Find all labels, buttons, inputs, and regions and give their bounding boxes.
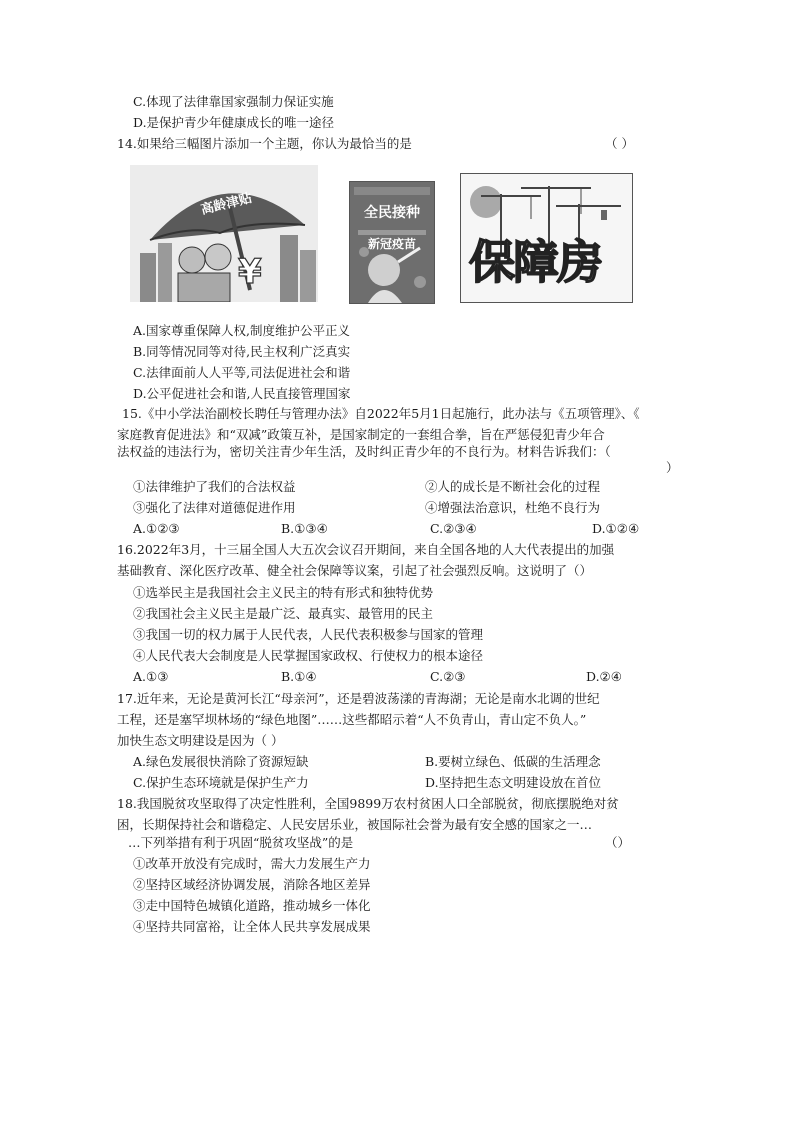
umbrella-illustration xyxy=(130,165,318,302)
q16-option-d: D.②④ xyxy=(586,669,622,684)
q15-option-c: C.②③④ xyxy=(430,521,477,536)
q17-option-a: A.绿色发展很快消除了资源短缺 xyxy=(133,754,309,769)
q15-statement-3: ③强化了法律对道德促进作用 xyxy=(133,500,296,515)
q14-image-housing xyxy=(460,173,633,303)
q15-statement-1: ①法律维护了我们的合法权益 xyxy=(133,479,296,494)
q18-stem-line1: 18.我国脱贫攻坚取得了决定性胜利，全国9899万农村贫困人口全部脱贫，彻底摆脱绝对贫 xyxy=(117,796,619,811)
q13-option-c: C.体现了法律靠国家强制力保证实施 xyxy=(133,94,334,109)
q14-stem: 14.如果给三幅图片添加一个主题，你认为最恰当的是 xyxy=(117,136,412,151)
q16-statement-2: ②我国社会主义民主是最广泛、最真实、最管用的民主 xyxy=(133,606,434,621)
q17-option-d: D.坚持把生态文明建设放在首位 xyxy=(425,775,602,790)
q18-stem-line3: …下列举措有利于巩固“脱贫攻坚战”的是 xyxy=(128,835,354,850)
q14-image2-label-top: 全民接种 xyxy=(364,205,420,221)
q17-option-c: C.保护生态环境就是保护生产力 xyxy=(133,775,309,790)
q14-image-allowance xyxy=(130,165,318,302)
svg-text:¥: ¥ xyxy=(238,252,262,292)
q15-stem-line1: 15.《中小学法治副校长聘任与管理办法》自2022年5月1日起施行，此办法与《五项管理》、《 xyxy=(122,406,640,421)
q14-option-b: B.同等情况同等对待,民主权利广泛真实 xyxy=(133,344,351,359)
q16-statement-1: ①选举民主是我国社会主义民主的特有形式和独特优势 xyxy=(133,585,434,600)
q16-statement-3: ③我国一切的权力属于人民代表，人民代表积极参与国家的管理 xyxy=(133,627,484,642)
q13-option-d: D.是保护青少年健康成长的唯一途径 xyxy=(133,115,335,130)
q17-stem-line1: 17.近年来，无论是黄河长江“母亲河”，还是碧波荡漾的青海湖；无论是南水北调的世纪 xyxy=(117,691,600,706)
q16-stem-line2: 基础教育、深化医疗改革、健全社会保障等议案，引起了社会强烈反响。这说明了（） xyxy=(117,563,593,578)
q18-statement-3: ③走中国特色城镇化道路，推动城乡一体化 xyxy=(133,898,371,913)
q14-option-a: A.国家尊重保障人权,制度维护公平正义 xyxy=(133,323,350,338)
q16-statement-4: ④人民代表大会制度是人民掌握国家政权、行使权力的根本途径 xyxy=(133,648,484,663)
q15-stem-line4: ） xyxy=(666,460,679,475)
q18-statement-2: ②坚持区域经济协调发展，消除各地区差异 xyxy=(133,877,371,892)
q18-statement-1: ①改革开放没有完成时，需大力发展生产力 xyxy=(133,856,371,871)
q18-answer-bracket: （） xyxy=(605,835,631,850)
q17-option-b: B.要树立绿色、低碳的生活理念 xyxy=(425,754,601,769)
q14-option-d: D.公平促进社会和谐,人民直接管理国家 xyxy=(133,386,351,401)
q15-option-b: B.①③④ xyxy=(281,521,328,536)
q15-option-a: A.①②③ xyxy=(133,521,180,536)
q14-image2-label-bottom: 新冠疫苗 xyxy=(367,237,416,251)
q15-statement-2: ②人的成长是不断社会化的过程 xyxy=(425,479,601,494)
q18-stem-line2: 困，长期保持社会和谐稳定、人民安居乐业，被国际社会誉为最有安全感的国家之一… xyxy=(117,817,593,832)
q15-stem-line2: 家庭教育促进法》和“双减”政策互补，是国家制定的一套组合拳，旨在严惩侵犯青少年合 xyxy=(117,427,605,442)
q14-image1-label: 高龄津贴 xyxy=(199,190,254,219)
q18-statement-4: ④坚持共同富裕，让全体人民共享发展成果 xyxy=(133,919,371,934)
q16-option-c: C.②③ xyxy=(430,669,466,684)
q16-option-a: A.①③ xyxy=(133,669,169,684)
q15-stem-line3: 法权益的违法行为，密切关注青少年生活，及时纠正青少年的不良行为。材料告诉我们：（ xyxy=(117,444,611,459)
q15-option-d: D.①②④ xyxy=(592,521,640,536)
q14-image-vaccine xyxy=(349,181,435,304)
q17-stem-line2: 工程，还是塞罕坝林场的“绿色地图”……这些都昭示着“人不负青山，青山定不负人。” xyxy=(117,712,587,727)
q16-stem-line1: 16.2022年3月，十三届全国人大五次会议召开期间，来自全国各地的人大代表提出的加强 xyxy=(117,542,615,557)
q14-answer-bracket: （ ） xyxy=(605,136,634,151)
q14-image3-label: 保障房 xyxy=(469,235,601,289)
q14-option-c: C.法律面前人人平等,司法促进社会和谐 xyxy=(133,365,351,380)
q16-option-b: B.①④ xyxy=(281,669,317,684)
q15-statement-4: ④增强法治意识，杜绝不良行为 xyxy=(425,500,601,515)
q17-stem-line3: 加快生态文明建设是因为（ ） xyxy=(117,733,284,748)
